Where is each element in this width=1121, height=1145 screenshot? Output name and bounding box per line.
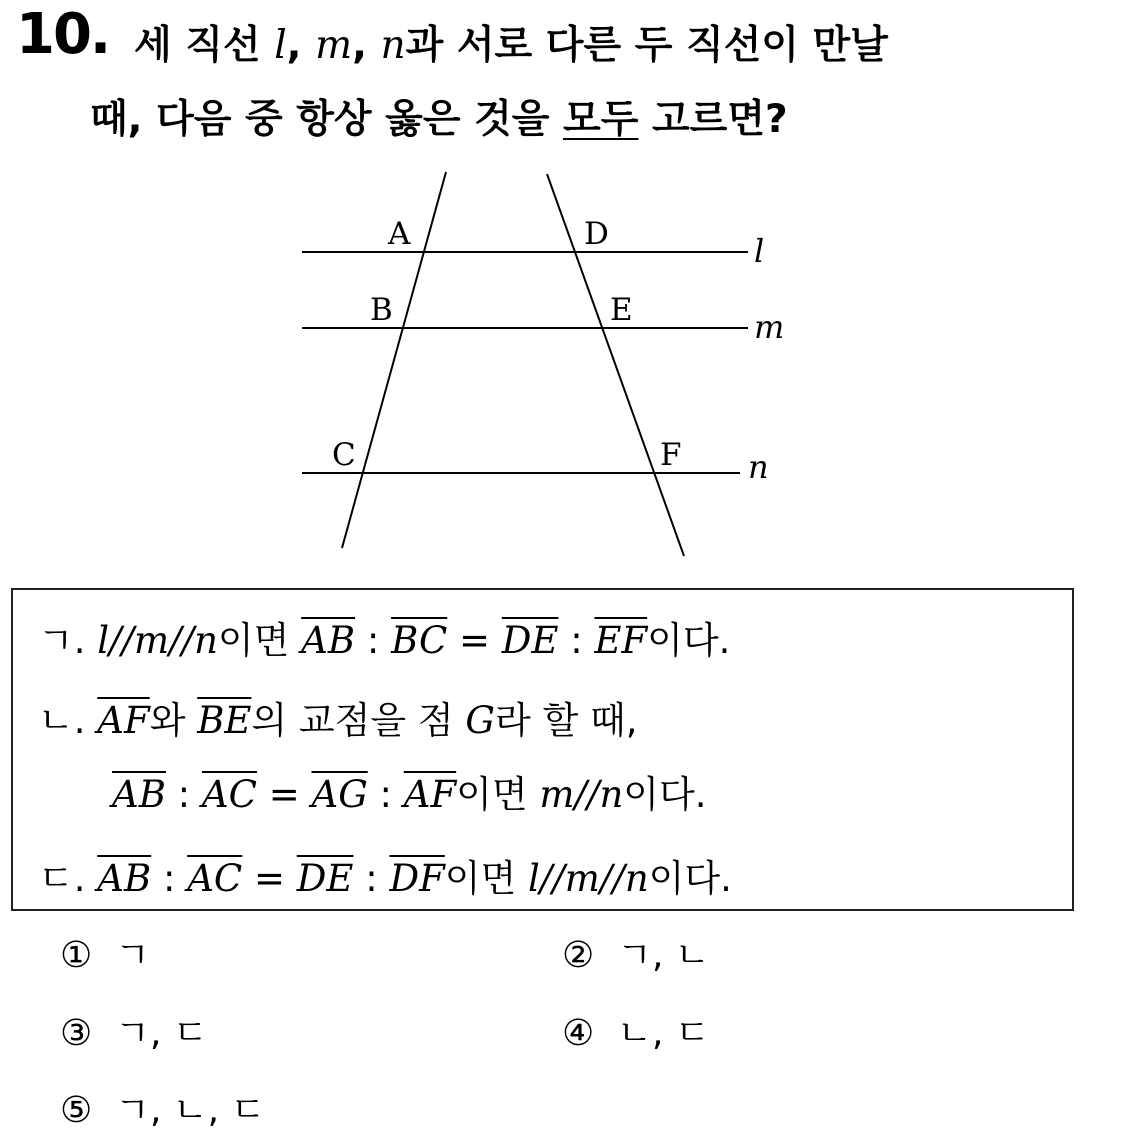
segment: $\overline{DF}$ <box>389 857 445 900</box>
statement-3 <box>38 848 732 902</box>
ratio-sep: : <box>353 857 390 900</box>
choice-number: ② <box>562 935 595 976</box>
segment: $\overline{AB}$ <box>301 619 356 662</box>
segment: $\overline{AB}$ <box>97 857 152 900</box>
statement-2-line-1 <box>38 690 637 744</box>
line-label-n: n <box>748 448 769 486</box>
segment: $\overline{AB}$ <box>112 773 166 816</box>
statement-text: 이다. <box>648 857 732 900</box>
conclusion: l//m//n <box>528 857 649 900</box>
segment: $\overline{AC}$ <box>187 857 243 900</box>
statement-2-line-2 <box>112 764 707 818</box>
equals: = <box>447 619 502 662</box>
var-n: n <box>380 23 406 68</box>
equals: = <box>256 773 312 816</box>
segment: $\overline{AG}$ <box>311 773 368 816</box>
equals: = <box>242 857 297 900</box>
segment: $\overline{BE}$ <box>197 699 252 742</box>
point-label-f: F <box>660 437 682 473</box>
question-number: 10. <box>16 2 110 67</box>
choice-5[interactable] <box>60 1082 265 1133</box>
ratio-sep: : <box>151 857 188 900</box>
choice-text: ㄱ, ㄴ <box>617 935 710 976</box>
ratio-sep: : <box>355 619 392 662</box>
statement-text: 의 교점을 점 <box>251 699 466 742</box>
statement-marker: ㄱ. <box>38 619 86 662</box>
transversal-right <box>547 174 684 556</box>
choice-2[interactable] <box>562 927 710 978</box>
question-text: 때, 다음 중 항상 옳은 것을 <box>90 97 564 142</box>
segment: $\overline{AF}$ <box>97 699 150 742</box>
segment: $\overline{DE}$ <box>296 857 354 900</box>
point-g: G <box>465 699 495 742</box>
question-line-2 <box>90 88 788 144</box>
statement-text: 와 <box>149 699 198 742</box>
choice-number: ⑤ <box>60 1090 93 1131</box>
segment: $\overline{BC}$ <box>391 619 448 662</box>
point-label-e: E <box>610 292 633 328</box>
choice-number: ④ <box>562 1013 595 1054</box>
comma: , <box>286 23 316 68</box>
segment: $\overline{DE}$ <box>501 619 559 662</box>
point-label-c: C <box>332 437 356 473</box>
choice-text: ㄱ <box>115 935 150 976</box>
point-label-a: A <box>388 216 411 252</box>
statement-text: 이다. <box>623 773 707 816</box>
ratio-sep: : <box>165 773 202 816</box>
question-text: 세 직선 <box>134 23 275 68</box>
statement-text: 라 할 때, <box>494 699 638 742</box>
question-text: 과 서로 다른 두 직선이 만날 <box>405 23 888 68</box>
question-line-1 <box>134 14 888 70</box>
condition: l//m//n <box>97 619 218 662</box>
var-l: l <box>274 23 287 68</box>
statement-text: 이면 <box>444 857 529 900</box>
statement-marker: ㄷ. <box>38 857 86 900</box>
segment: $\overline{EF}$ <box>594 619 648 662</box>
ratio-sep: : <box>558 619 595 662</box>
choice-text: ㄴ, ㄷ <box>617 1013 710 1054</box>
choice-text: ㄱ, ㄷ <box>115 1013 208 1054</box>
choice-number: ① <box>60 935 93 976</box>
line-label-l: l <box>754 232 765 270</box>
geometry-figure <box>290 160 810 570</box>
point-label-b: B <box>370 292 393 328</box>
choice-4[interactable] <box>562 1005 710 1056</box>
segment: $\overline{AF}$ <box>403 773 457 816</box>
statement-text: 이면 <box>456 773 540 816</box>
question-text: 고르면? <box>638 97 788 142</box>
comma: , <box>352 23 381 68</box>
line-label-m: m <box>754 308 785 346</box>
statement-text: 이다. <box>647 619 731 662</box>
var-m: m <box>315 23 353 68</box>
choice-text: ㄱ, ㄴ, ㄷ <box>115 1090 266 1131</box>
choice-1[interactable] <box>60 927 150 978</box>
ratio-sep: : <box>367 773 404 816</box>
segment: $\overline{AC}$ <box>201 773 257 816</box>
statement-marker: ㄴ. <box>38 699 86 742</box>
point-label-d: D <box>584 216 609 252</box>
statement-1 <box>38 610 730 664</box>
underlined-word: 모두 <box>563 97 639 142</box>
statement-text: 이면 <box>217 619 302 662</box>
conclusion: m//n <box>539 773 624 816</box>
choice-number: ③ <box>60 1013 93 1054</box>
choice-3[interactable] <box>60 1005 208 1056</box>
